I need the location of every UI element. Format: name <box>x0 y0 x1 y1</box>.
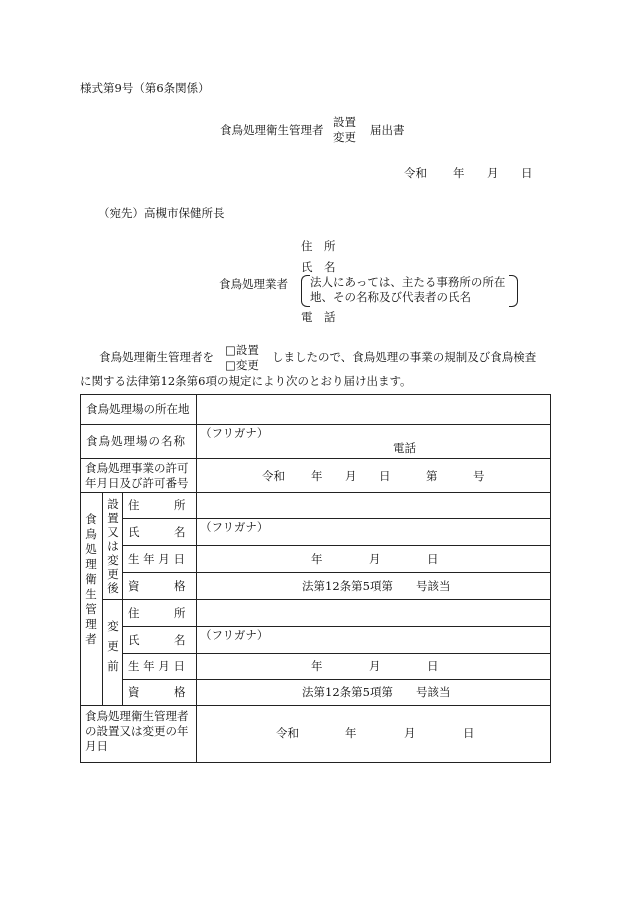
before-name-label: 氏 名 <box>128 633 186 647</box>
permit-month: 月 <box>345 469 357 483</box>
date-month: 月 <box>487 166 499 180</box>
applicant-address-label: 住 所 <box>301 239 336 253</box>
date-year: 年 <box>453 166 465 180</box>
set-date-era: 令和 <box>276 726 299 740</box>
before-furigana: （フリガナ） <box>200 628 269 642</box>
after-birth-day: 日 <box>427 552 439 566</box>
facility-furigana: （フリガナ） <box>200 426 269 440</box>
before-birth-label: 生 年 月 日 <box>128 659 185 673</box>
permit-dai: 第 <box>426 469 438 483</box>
applicant-name-label: 氏 名 <box>301 260 336 274</box>
date-label-line3: 月日 <box>85 739 108 753</box>
permit-year: 年 <box>311 469 323 483</box>
applicant-phone-label: 電 話 <box>301 310 336 324</box>
permit-label-line1: 食鳥処理事業の許可 <box>85 461 189 475</box>
after-furigana: （フリガナ） <box>200 520 269 534</box>
title-option-setup: 設置 <box>333 115 356 129</box>
statement-part1: 食鳥処理衛生管理者を <box>99 350 214 364</box>
after-address-label: 住 所 <box>128 498 186 512</box>
after-birth-month: 月 <box>369 552 381 566</box>
form-number: 様式第9号（第6条関係） <box>80 81 210 95</box>
checkbox-setup[interactable]: □設置 <box>225 343 259 357</box>
set-date-day: 日 <box>463 726 475 740</box>
after-birth-year: 年 <box>311 552 323 566</box>
statement-part2: しましたので、食鳥処理の事業の規制及び食鳥検査 <box>272 350 537 364</box>
date-day: 日 <box>521 166 533 180</box>
permit-era: 令和 <box>262 469 285 483</box>
permit-label-line2: 年月日及び許可番号 <box>85 476 189 490</box>
applicant-note-line2: 地、その名称及び代表者の氏名 <box>310 290 471 304</box>
date-era: 令和 <box>404 166 427 180</box>
before-group-label: 変 更 前 <box>107 619 119 674</box>
after-qualification-value: 法第12条第5項第 号該当 <box>302 579 451 593</box>
form-table <box>80 394 551 763</box>
before-qualification-value: 法第12条第5項第 号該当 <box>302 685 451 699</box>
checkbox-change[interactable]: □変更 <box>225 358 259 372</box>
addressee: （宛先）高槻市保健所長 <box>98 206 225 220</box>
facility-phone-label: 電話 <box>393 441 416 455</box>
right-bracket <box>509 275 518 307</box>
after-name-label: 氏 名 <box>128 525 186 539</box>
manager-group-label: 食 鳥 処 理 衛 生 管 理 者 <box>85 512 97 646</box>
location-field[interactable] <box>202 402 542 420</box>
set-date-year: 年 <box>345 726 357 740</box>
before-address-label: 住 所 <box>128 606 186 620</box>
permit-go: 号 <box>473 469 485 483</box>
facility-name-label: 食鳥処理場の名称 <box>86 434 186 448</box>
after-group-label: 設 置 又 は 変 更 後 <box>107 497 119 596</box>
date-label-line2: の設置又は変更の年 <box>85 724 189 738</box>
before-birth-day: 日 <box>427 659 439 673</box>
statement-line2: に関する法律第12条第6項の規定により次のとおり届け出ます。 <box>80 374 412 388</box>
permit-day: 日 <box>379 469 391 483</box>
before-birth-year: 年 <box>311 659 323 673</box>
after-birth-label: 生 年 月 日 <box>128 552 185 566</box>
title-option-change: 変更 <box>333 130 356 144</box>
applicant-label: 食鳥処理業者 <box>219 277 288 291</box>
before-birth-month: 月 <box>369 659 381 673</box>
title-suffix: 届出書 <box>370 123 405 137</box>
left-bracket <box>301 275 310 307</box>
set-date-month: 月 <box>404 726 416 740</box>
after-qualification-label: 資 格 <box>128 579 186 593</box>
date-label-line1: 食鳥処理衛生管理者 <box>85 709 189 723</box>
location-label: 食鳥処理場の所在地 <box>86 402 190 416</box>
before-qualification-label: 資 格 <box>128 685 186 699</box>
applicant-note-line1: 法人にあっては、主たる事務所の所在 <box>310 275 506 289</box>
title-prefix: 食鳥処理衛生管理者 <box>220 123 324 137</box>
